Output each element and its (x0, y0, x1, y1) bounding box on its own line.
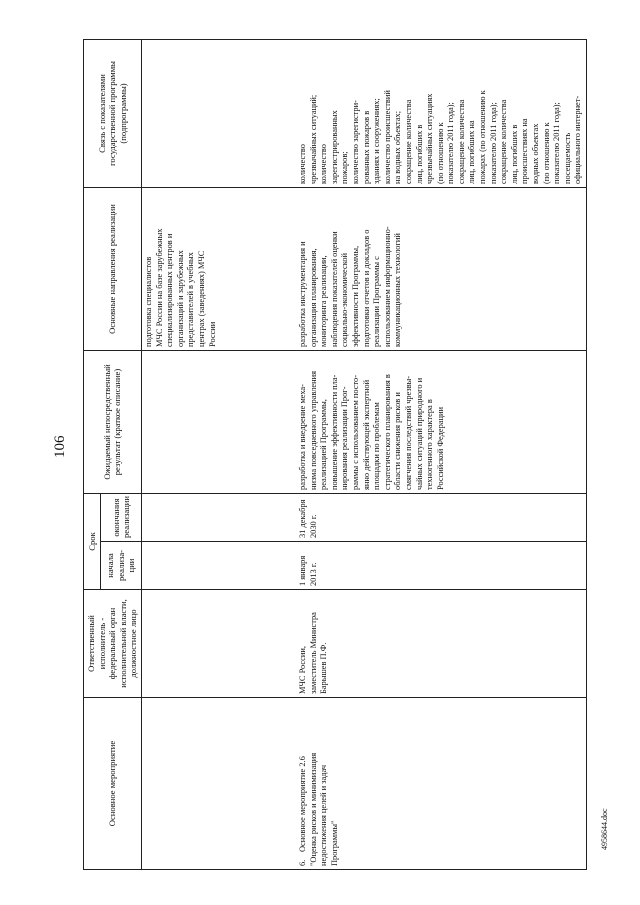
header-responsible: Ответственный исполнитель - федеральный орган исполнительной власти, должностное лицо (84, 590, 142, 698)
document-id: 4958644.doc (600, 808, 609, 850)
continuation-directions-text: подготовка специалистов МЧС России на базе зарубежных специализированных центров и организаций и зарубежных представителей в учебных центрах (заведениях) МЧС России (143, 228, 217, 347)
continuation-cell-main (141, 698, 296, 870)
header-term: Срок (84, 493, 101, 589)
cell-main-event (296, 698, 587, 870)
row-number: 6. (297, 859, 307, 866)
table-header-row (84, 39, 101, 869)
header-expected-result: Ожидаемый непосредственный результат (краткое описание) (84, 350, 142, 493)
header-directions: Основные направления реализации (84, 187, 142, 350)
cell-directions (296, 187, 587, 350)
continuation-row (141, 39, 296, 869)
continuation-cell-link (141, 39, 296, 187)
cell-term-start (296, 542, 587, 590)
directions-text: разработка инструментария и организация планирования, мониторинга реализации, наблюдения показателей оценки социально-экономической эффективности Программы, подготовки отчетов и докладов о реализации Программы с использованием информационно- коммуникационных технологий (297, 226, 403, 347)
header-term-start: начала реализа-ции (101, 542, 142, 590)
continuation-cell-directions (141, 187, 296, 350)
header-link: Связь с показателями государственной программы (подпрограммы) (84, 39, 142, 187)
table-row (296, 39, 587, 869)
link-text: количество чрезвычайных ситуаций; количество зарегистрированных пожаров; количество зарегистри- рованных пожаров в зданиях и сооружениях; количество происшествий на водных объектах; сокращение количества лиц, погибших в чрезвычайных ситуациях (по отношению к показателю 2011 года); сокращение количества лиц, погибших на пожарах (по отношению к показателю 2011 года); сокращение количества лиц, погибших в происшествиях на водных объектах (по отношению к показателю 2011 года); посещаемость официального интернет- (297, 90, 583, 184)
rotated-table-wrapper (83, 40, 583, 870)
continuation-cell-end (141, 493, 296, 541)
continuation-cell-start (141, 542, 296, 590)
term-end-text: 31 декабря 2030 г. (297, 499, 318, 538)
cell-link (296, 39, 587, 187)
term-start-text: 1 января 2013 г. (297, 555, 318, 586)
header-main-event: Основное мероприятие (84, 698, 142, 870)
continuation-cell-result (141, 350, 296, 493)
cell-expected-result (296, 350, 587, 493)
header-term-end: окончания реализации (101, 493, 142, 541)
main-event-text: Основное мероприятие 2.6 "Оценка рисков и минимизация недостижения целей и задач Программы" (297, 752, 339, 866)
cell-responsible (296, 590, 587, 698)
page-number: 106 (52, 435, 68, 458)
continuation-cell-responsible (141, 590, 296, 698)
program-events-table (83, 39, 587, 870)
expected-result-text: разработка и внедрение меха- низма повседневного управления реализацией Программы, повышение эффективности пла- нирования реализации Прог- раммы с использованием посто- янно действующей экспертной площадки по проблемам стратегического планирования в области снижения рисков и смягчения последствий чрезвы- чайных ситуаций природного и техногенного характера в Российской Федерации (297, 371, 445, 490)
cell-term-end (296, 493, 587, 541)
responsible-text: МЧС России, заместитель Министра Барышев П.Ф. (297, 612, 329, 694)
